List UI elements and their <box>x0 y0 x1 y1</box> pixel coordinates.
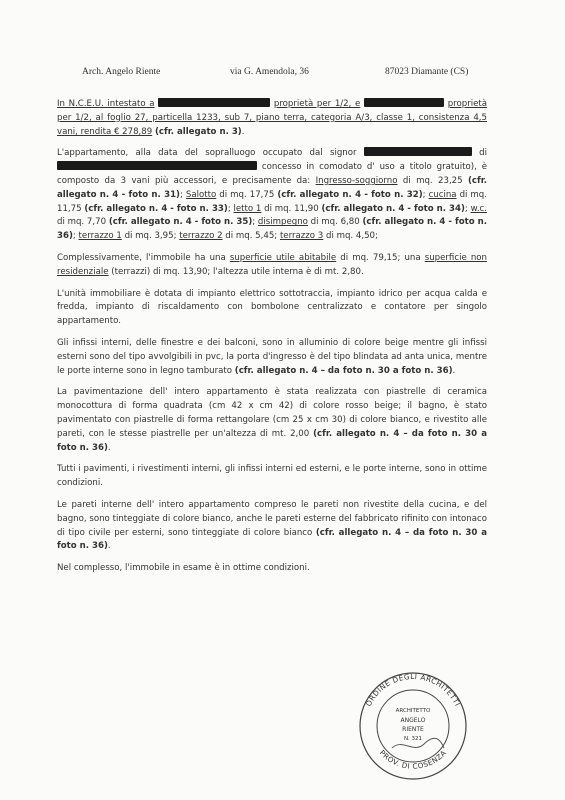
seal-name-1: ANGELO <box>400 717 426 724</box>
reference-ref: (cfr. allegato n. 4 - foto n. 32) <box>277 189 423 200</box>
punctuation: . <box>107 541 111 552</box>
room-salotto: Salotto <box>185 189 217 200</box>
paragraph-systems: L'unità immobiliare è dotata di impianto elettrico sottotraccia, impianto idrico per acqua calda e fredda, impianto di riscaldamento con bombolone centralizzato e contatore per singolo appartamento. <box>57 288 487 327</box>
text-segment: proprietà per 1/2, e <box>273 99 361 109</box>
text-segment: L'appartamento, alla data del sopralluogo occupato dal signor <box>57 148 357 159</box>
header-name: Arch. Angelo Riente <box>82 67 161 77</box>
paragraph-apartment: L'appartamento, alla data del sopralluogo occupato dal signor di concesso in comodato d' uso a titolo gratuito), è composto da 3 vani più accessori, e precisamente da: Ingresso-soggiorno di mq. 23,25 (cfr. allegato n. 4 - foto n. 31); Salotto di mq. 17,75 (cfr. allegato n. 4 - foto n. 32); cucina di mq. 11,75 (cfr. allegato n. 4 - foto n. 33); letto 1 di mq. 11,90 (cfr. allegato n. 4 - foto n. 34); w.c. di mq. 7,70 (cfr. allegato n. 4 - foto n. 35); disimpegno di mq. 6,80 (cfr. allegato n. 4 - foto n. 36); terrazzo 1 di mq. 3,95; terrazzo 2 di mq. 5,45; terrazzo 3 di mq. 4,50; <box>57 148 488 242</box>
text-segment: proprietà per 1/2, al foglio 27, particella 1233, sub 7, piano terra, categoria A/3, classe 1, consistenza 4,5 vani, rendita € 278,89 <box>57 99 488 137</box>
paragraph-walls <box>57 499 487 554</box>
reference-ref: (cfr. allegato n. 4 - foto n. 36) <box>57 217 488 242</box>
room-terrazzo-2: terrazzo 2 <box>179 231 223 242</box>
paragraph-summary: Nel complesso, l'immobile in esame è in ottime condizioni. <box>57 563 310 574</box>
header-address: via G. Amendola, 36 <box>230 67 309 77</box>
reference-ref: (cfr. allegato n. 4 - foto n. 35) <box>108 217 253 228</box>
paragraph-cadastral <box>57 98 487 139</box>
paragraph-flooring <box>57 386 487 455</box>
redaction-bar <box>364 147 472 156</box>
room-area: di mq. 5,45; <box>225 231 278 242</box>
paragraph-surface <box>57 252 487 280</box>
header-city: 87023 Diamante (CS) <box>385 67 469 77</box>
reference-ref: (cfr. allegato n. 4 – da foto n. 30 a foto n. 36) <box>57 428 488 453</box>
room-wc: w.c. <box>470 203 488 214</box>
paragraph-condition: Tutti i pavimenti, i rivestimenti interni, gli infissi interni ed esterni, e le porte interne, sono in ottime condizioni. <box>57 464 487 489</box>
seal-title: ARCHITETTO <box>395 708 431 714</box>
room-area: di mq. 23,25 <box>402 175 463 186</box>
room-terrazzo-3: terrazzo 3 <box>279 231 324 242</box>
text-segment: Complessivamente, l'immobile ha una <box>57 252 226 263</box>
room-area: di mq. 4,50; <box>326 231 378 242</box>
room-area: di mq. 6,80 <box>310 217 360 228</box>
room-area: di mq. 11,75 <box>57 189 487 214</box>
room-terrazzo-1: terrazzo 1 <box>78 231 122 242</box>
surface-usable: superficie utile abitabile <box>229 252 337 263</box>
reference-ref: (cfr. allegato n. 4 – da foto n. 30 a foto n. 36) <box>57 527 487 552</box>
reference-ref: (cfr. allegato n. 4 - foto n. 33) <box>84 203 228 214</box>
room-area: di mq. 17,75 <box>219 189 275 200</box>
text-segment: (terrazzi) di mq. 13,90; l'altezza utile interna è di mt. 2,80. <box>111 266 364 277</box>
redaction-bar <box>364 98 444 107</box>
text-segment: di mq. 79,15; una <box>340 252 421 263</box>
reference-ref: (cfr. allegato n. 4 - foto n. 31) <box>57 175 488 200</box>
reference-ref: (cfr. allegato n. 3) <box>154 126 242 137</box>
seal-name-2: RIENTE <box>402 726 424 733</box>
seal-number: N. 321 <box>403 736 423 742</box>
text-segment: La pavimentazione dell' intero appartamento è stata realizzata con piastrelle di ceramica monocottura di forma quadrata (cm 42 x cm 42) di colore rosso beige; il bagno, è stato pavimentato con piastrelle di forma rettangolare (cm 25 x cm 30) di colore bianco, e rivestito alle pareti, con le stesse piastrelle per un'altezza di mt. 2,00 <box>57 387 487 439</box>
punctuation: . <box>107 442 111 453</box>
room-area: di mq. 7,70 <box>57 217 107 228</box>
text-segment: concesso in comodato d' uso a titolo gratuito), è composto da 3 vani più accessori, e precisamente da: <box>57 162 487 186</box>
room-letto: letto 1 <box>233 203 262 214</box>
room-cucina: cucina <box>428 189 457 200</box>
paragraph-fixtures <box>57 337 487 378</box>
redaction-bar <box>57 161 257 170</box>
architect-seal-stamp <box>352 668 474 780</box>
room-ingresso: Ingresso-soggiorno <box>315 175 398 186</box>
text-segment: Le pareti interne dell' intero appartamento compreso le pareti non rivestite della cucina, e del bagno, sono tinteggiate di colore bianco, anche le pareti esterne del fabbricato rifinito con intonaco di tipo civile per esterni, sono tinteggiate di colore bianco <box>57 499 487 538</box>
surface-non-residential: superficie non residenziale <box>57 252 487 277</box>
document-body <box>57 98 487 584</box>
seal-ring-bottom: PROV. DI COSENZA <box>377 748 449 771</box>
punctuation: . <box>452 365 456 376</box>
seal-graphic <box>352 668 474 780</box>
room-area: di mq. 11,90 <box>264 203 319 214</box>
redaction-bar <box>158 98 270 107</box>
text-segment: In N.C.E.U. intestato a <box>57 99 155 109</box>
text-segment: Gli infissi interni, delle finestre e dei balconi, sono in alluminio di colore beige mentre gli infissi esterni sono del tipo avvolgibili in pvc, la porta d'ingresso è del tipo blindata ad anta unica, mentre le porte interne sono in legno tamburato <box>57 337 487 376</box>
reference-ref: (cfr. allegato n. 4 – da foto n. 30 a foto n. 36) <box>234 365 453 376</box>
room-area: di mq. 3,95; <box>124 231 177 242</box>
seal-ring-top: ORDINE DEGLI ARCHITETTI <box>363 671 463 708</box>
room-disimpegno: disimpegno <box>257 217 308 228</box>
text-segment: di <box>479 148 487 159</box>
punctuation: . <box>241 126 245 137</box>
reference-ref: (cfr. allegato n. 4 - foto n. 34) <box>321 203 465 214</box>
